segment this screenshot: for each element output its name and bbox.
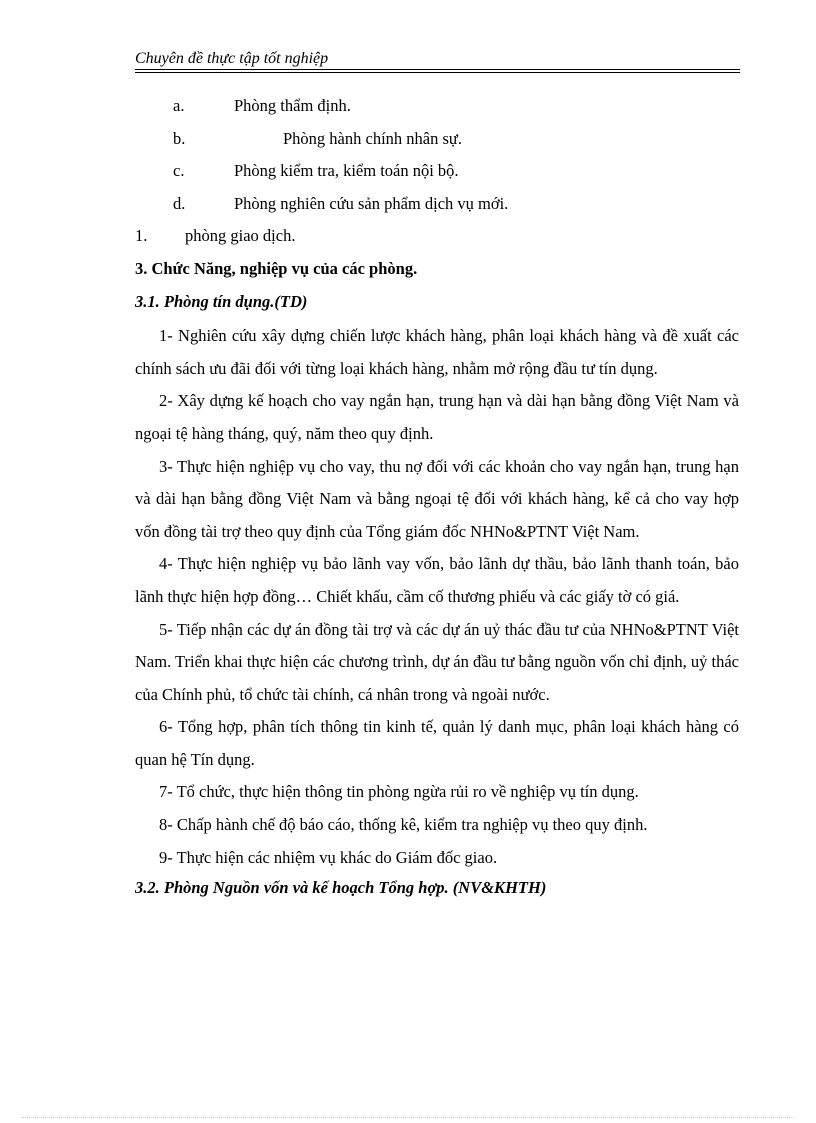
header-rule-thick <box>135 69 740 70</box>
numbered-item <box>135 222 739 255</box>
list-item-text: Phòng thẩm định. <box>234 96 351 115</box>
list-item-text: Phòng hành chính nhân sự. <box>283 128 462 148</box>
paragraph-2: 2- Xây dựng kế hoạch cho vay ngắn hạn, trung hạn và dài hạn bằng đồng Việt Nam và ngoại tệ hàng tháng, quý, năm theo quy định. <box>135 391 739 443</box>
list-item-text: Phòng kiểm tra, kiểm toán nội bộ. <box>234 161 459 181</box>
page-bottom-divider <box>22 1117 794 1118</box>
paragraph-6: 6- Tổng hợp, phân tích thông tin kinh tế, quản lý danh mục, phân loại khách hàng có quan hệ Tín dụng. <box>135 717 739 769</box>
list-item-d <box>135 190 739 223</box>
list-item-label: b. <box>173 128 186 148</box>
subsection-heading-credit: 3.1. Phòng tín dụng.(TD) <box>135 291 308 311</box>
list-item-b <box>135 125 739 158</box>
list-item-a <box>135 92 739 125</box>
list-item-c <box>135 157 739 190</box>
header-rule-thin <box>135 72 740 73</box>
numbered-item-text: phòng giao dịch. <box>185 226 296 246</box>
paragraph-4: 4- Thực hiện nghiệp vụ bảo lãnh vay vốn, bảo lãnh dự thầu, bảo lãnh thanh toán, bảo lãnh thực hiện hợp đồng… Chiết khấu, cầm cố thương phiếu và các giấy tờ có giá. <box>135 554 739 606</box>
page-header-title: Chuyên đề thực tập tốt nghiệp <box>135 50 329 67</box>
numbered-item-label: 1. <box>135 226 148 246</box>
paragraph-8: 8- Chấp hành chế độ báo cáo, thống kê, kiểm tra nghiệp vụ theo quy định. <box>159 815 648 835</box>
paragraph-1: 1- Nghiên cứu xây dựng chiến lược khách hàng, phân loại khách hàng và đề xuất các chính sách ưu đãi đối với từng loại khách hàng, nhằm mở rộng đầu tư tín dụng. <box>135 326 739 378</box>
list-item-label: d. <box>173 193 186 213</box>
paragraph-5: 5- Tiếp nhận các dự án đồng tài trợ và các dự án uỷ thác đầu tư của NHNo&PTNT Việt Nam. Triển khai thực hiện các chương trình, dự án đầu tư bằng nguồn vốn chỉ định, uỷ thác của Chính phủ, tổ chức tài chính, cá nhân trong và ngoài nước. <box>135 619 740 704</box>
section-heading: 3. Chức Năng, nghiệp vụ của các phòng. <box>135 258 418 278</box>
document-body <box>135 92 739 907</box>
list-item-label: a. <box>173 96 185 115</box>
subsection-heading-capital: 3.2. Phòng Nguồn vốn và kế hoạch Tổng hợp. (NV&KHTH) <box>135 878 547 898</box>
paragraph-9: 9- Thực hiện các nhiệm vụ khác do Giám đốc giao. <box>159 847 498 867</box>
paragraph-7: 7- Tổ chức, thực hiện thông tin phòng ngừa rủi ro về nghiệp vụ tín dụng. <box>159 782 639 802</box>
list-item-label: c. <box>173 161 185 181</box>
paragraph-3: 3- Thực hiện nghiệp vụ cho vay, thu nợ đối với các khoản cho vay ngắn hạn, trung hạn và dài hạn bằng đồng Việt Nam và bằng ngoại tệ đối với khách hàng, kể cả cho vay hợp vốn đồng tài trợ theo quy định của Tổng giám đốc NHNo&PTNT Việt Nam. <box>135 456 739 541</box>
list-item-text: Phòng nghiên cứu sản phẩm dịch vụ mới. <box>234 193 509 213</box>
